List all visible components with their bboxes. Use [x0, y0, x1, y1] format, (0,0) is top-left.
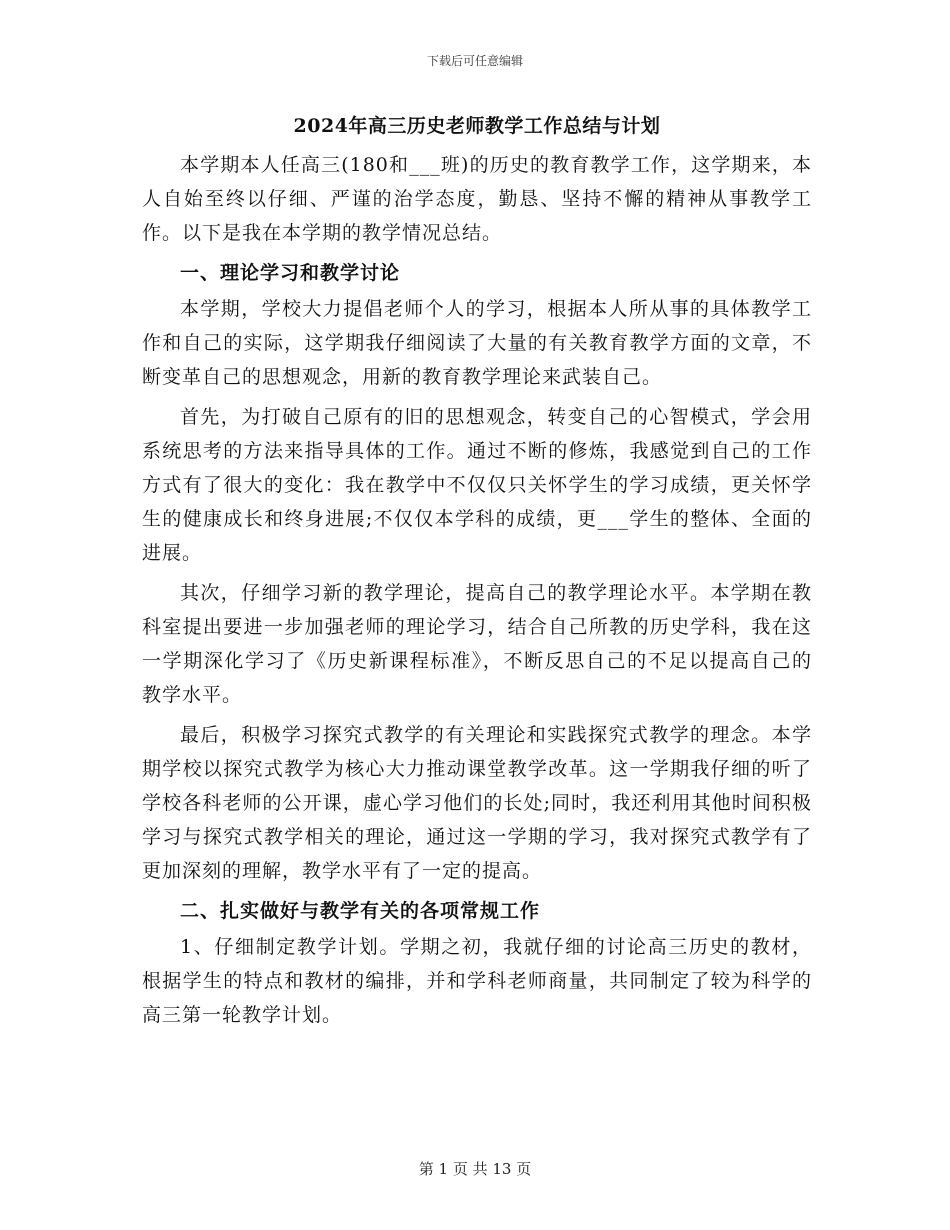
document-title: 2024年高三历史老师教学工作总结与计划: [293, 115, 661, 137]
section-1-paragraph-3: 其次，仔细学习新的教学理论，提高自己的教学理论水平。本学期在教科室提出要进一步加强老师的理论学习，结合自己所教的历史学科，我在这一学期深化学习了《历史新课程标准》，不断反思自己的不足以提高自己的教学水平。: [142, 582, 812, 706]
section-1-paragraph-2: 首先，为打破自己原有的旧的思想观念，转变自己的心智模式，学会用系统思考的方法来指导具体的工作。通过不断的修炼，我感觉到自己的工作方式有了很大的变化：我在教学中不仅仅只关怀学生的学习成绩，更关怀学生的健康成长和终身进展;不仅仅本学科的成绩，更___学生的整体、全面的进展。: [142, 406, 812, 564]
section-2-paragraph-1: 1、仔细制定教学计划。学期之初，我就仔细的讨论高三历史的教材，根据学生的特点和教材的编排，并和学科老师商量，共同制定了较为科学的高三第一轮教学计划。: [142, 936, 812, 1026]
section-1-heading: 一、理论学习和教学讨论: [180, 262, 401, 284]
document-body: [142, 108, 812, 1032]
section-1-paragraph-4: 最后，积极学习探究式教学的有关理论和实践探究式教学的理念。本学期学校以探究式教学为核心大力推动课堂教学改革。这一学期我仔细的听了学校各科老师的公开课，虚心学习他们的长处;同时，我还利用其他时间积极学习与探究式教学相关的理论，通过这一学期的学习，我对探究式教学有了更加深刻的理解，教学水平有了一定的提高。: [142, 724, 812, 882]
section-2-heading: 二、扎实做好与教学有关的各项常规工作: [180, 900, 541, 922]
running-header: 下载后可任意编辑: [426, 54, 523, 68]
intro-paragraph: 本学期本人任高三(180和___班)的历史的教育教学工作，这学期来，本人自始至终以仔细、严谨的治学态度，勤恳、坚持不懈的精神从事教学工作。以下是我在本学期的教学情况总结。: [142, 154, 812, 244]
page-number-footer: 第 1 页 共 13 页: [418, 1160, 532, 1178]
section-1-paragraph-1: 本学期，学校大力提倡老师个人的学习，根据本人所从事的具体教学工作和自己的实际，这学期我仔细阅读了大量的有关教育教学方面的文章，不断变革自己的思想观念，用新的教育教学理论来武装自己。: [142, 298, 812, 388]
